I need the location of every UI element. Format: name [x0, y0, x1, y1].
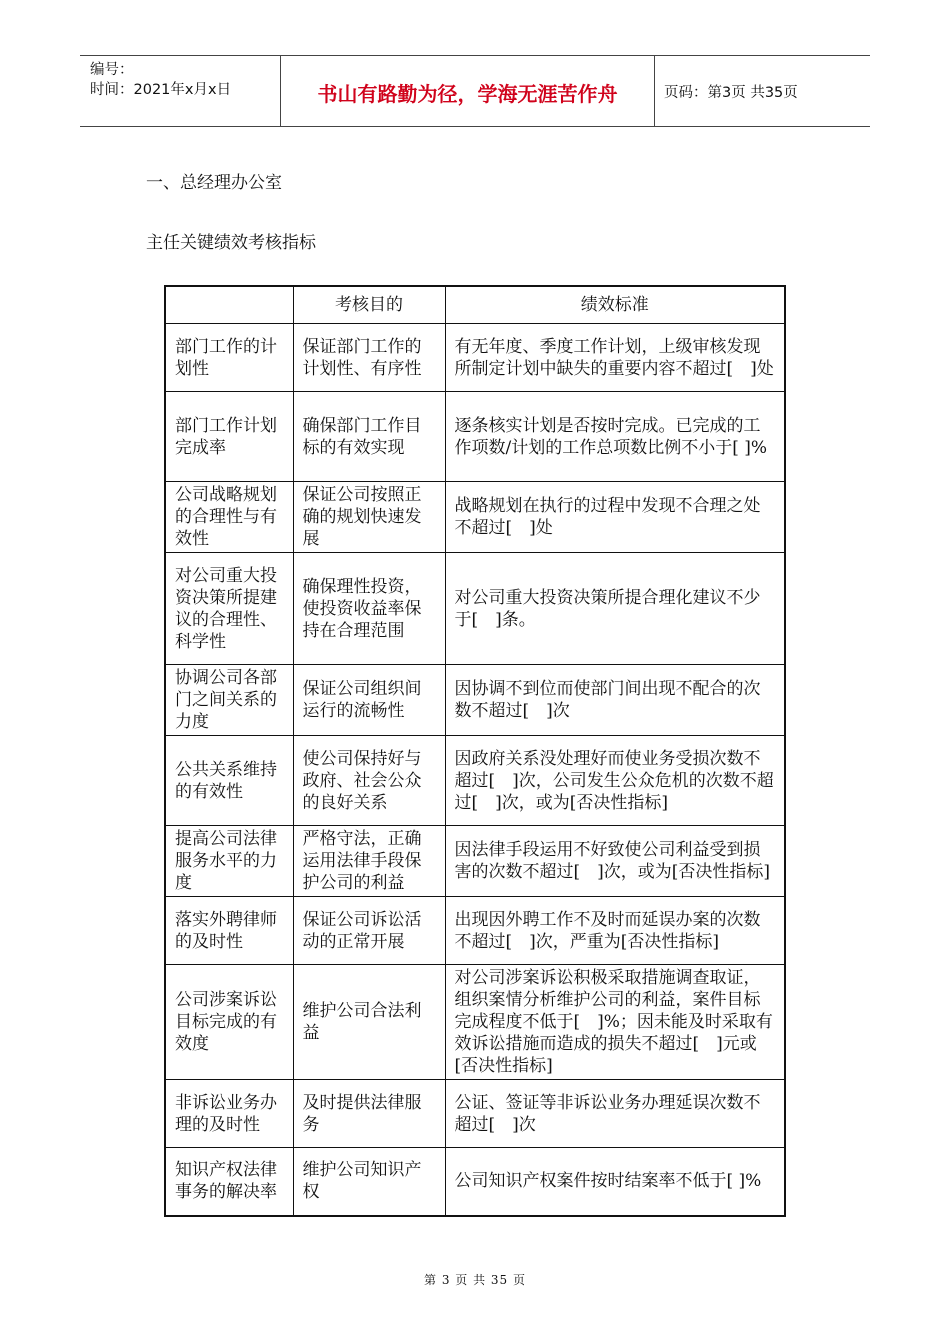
indicator-cell: 非诉讼业务办理的及时性: [165, 1080, 293, 1148]
indicator-cell: 公司战略规划的合理性与有效性: [165, 482, 293, 553]
standard-cell: 战略规划在执行的过程中发现不合理之处不超过[ ]处: [445, 482, 785, 553]
table-row: [165, 965, 785, 1080]
header-page-info: 页码：第3页 共35页: [664, 85, 798, 101]
purpose-cell: 维护公司合法利益: [293, 965, 445, 1080]
table-row: [165, 1148, 785, 1216]
indicator-cell: 知识产权法律事务的解决率: [165, 1148, 293, 1216]
purpose-cell: 确保理性投资，使投资收益率保持在合理范围: [293, 553, 445, 665]
purpose-cell: 使公司保持好与政府、社会公众的良好关系: [293, 736, 445, 826]
page-header: [80, 55, 870, 127]
purpose-cell: 保证公司按照正确的规划快速发展: [293, 482, 445, 553]
indicator-cell: 部门工作计划完成率: [165, 392, 293, 482]
standard-cell: 对公司涉案诉讼积极采取措施调查取证，组织案情分析维护公司的利益，案件目标完成程度不低于[ ]%；因未能及时采取有效诉讼措施而造成的损失不超过[ ]元或[否决性指标]: [445, 965, 785, 1080]
purpose-cell: 严格守法，正确运用法律手段保护公司的利益: [293, 826, 445, 897]
table-row: [165, 1080, 785, 1148]
purpose-cell: 维护公司知识产权: [293, 1148, 445, 1216]
standard-cell: 出现因外聘工作不及时而延误办案的次数不超过[ ]次，严重为[否决性指标]: [445, 897, 785, 965]
table-row: [165, 897, 785, 965]
table-header-row: [165, 286, 785, 324]
indicator-cell: 落实外聘律师的及时性: [165, 897, 293, 965]
section-title: 一、总经理办公室: [146, 173, 282, 193]
table-row: [165, 482, 785, 553]
standard-cell: 逐条核实计划是否按时完成。已完成的工作项数/计划的工作总项数比例不小于[ ]%: [445, 392, 785, 482]
purpose-cell: 保证公司组织间运行的流畅性: [293, 665, 445, 736]
indicator-cell: 协调公司各部门之间关系的力度: [165, 665, 293, 736]
header-motto: 书山有路勤为径，学海无涯苦作舟: [317, 82, 618, 106]
indicator-cell: 公司涉案诉讼目标完成的有效度: [165, 965, 293, 1080]
standard-cell: 公司知识产权案件按时结案率不低于[ ]%: [445, 1148, 785, 1216]
indicator-cell: 部门工作的计划性: [165, 324, 293, 392]
column-header: [165, 286, 293, 324]
table-row: [165, 665, 785, 736]
indicator-cell: 公共关系维持的有效性: [165, 736, 293, 826]
document-time: 时间：2021年x月x日: [90, 82, 232, 98]
indicator-cell: 对公司重大投资决策所提建议的合理性、科学性: [165, 553, 293, 665]
table-row: [165, 392, 785, 482]
standard-cell: 公证、签证等非诉讼业务办理延误次数不超过[ ]次: [445, 1080, 785, 1148]
table-row: [165, 553, 785, 665]
purpose-cell: 及时提供法律服务: [293, 1080, 445, 1148]
standard-cell: 因协调不到位而使部门间出现不配合的次数不超过[ ]次: [445, 665, 785, 736]
document-number-label: 编号：: [90, 62, 134, 78]
table-title: 主任关键绩效考核指标: [146, 233, 316, 253]
header-meta: [90, 60, 231, 100]
standard-cell: 因法律手段运用不好致使公司利益受到损害的次数不超过[ ]次，或为[否决性指标]: [445, 826, 785, 897]
column-header: 考核目的: [293, 286, 445, 324]
kpi-table: [164, 285, 786, 1217]
standard-cell: 因政府关系没处理好而使业务受损次数不超过[ ]次，公司发生公众危机的次数不超过[ ]次，或为[否决性指标]: [445, 736, 785, 826]
table-row: [165, 736, 785, 826]
purpose-cell: 保证公司诉讼活动的正常开展: [293, 897, 445, 965]
purpose-cell: 确保部门工作目标的有效实现: [293, 392, 445, 482]
column-header: 绩效标准: [445, 286, 785, 324]
page-footer: 第 3 页 共 35 页: [424, 1273, 526, 1287]
purpose-cell: 保证部门工作的计划性、有序性: [293, 324, 445, 392]
indicator-cell: 提高公司法律服务水平的力度: [165, 826, 293, 897]
header-divider: [654, 56, 655, 126]
table-row: [165, 324, 785, 392]
standard-cell: 有无年度、季度工作计划，上级审核发现所制定计划中缺失的重要内容不超过[ ]处: [445, 324, 785, 392]
table-row: [165, 826, 785, 897]
standard-cell: 对公司重大投资决策所提合理化建议不少于[ ]条。: [445, 553, 785, 665]
